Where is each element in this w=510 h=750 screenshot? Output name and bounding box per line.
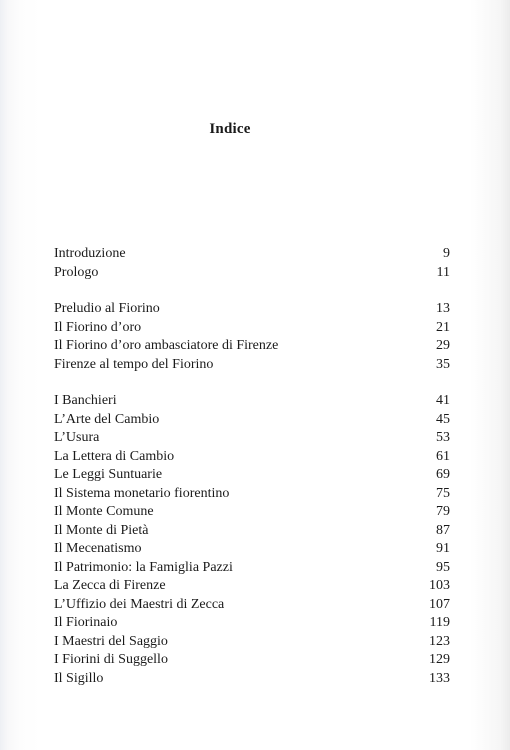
toc-section <box>54 392 450 688</box>
toc-entry <box>54 577 450 596</box>
toc-entry <box>54 485 450 504</box>
toc-entry-page-number: 45 <box>436 411 450 427</box>
toc-entry <box>54 337 450 356</box>
toc-entry-title: I Banchieri <box>54 393 117 408</box>
toc-entry <box>54 411 450 430</box>
toc-entry-page-number: 35 <box>436 356 450 372</box>
toc-entry <box>54 559 450 578</box>
toc-entry-page-number: 75 <box>436 485 450 501</box>
toc-section <box>54 300 450 374</box>
toc-entry <box>54 392 450 411</box>
toc-entry <box>54 356 450 375</box>
toc-entry-page-number: 53 <box>436 430 450 445</box>
toc-entry-title: Il Fiorino d’oro <box>54 319 142 335</box>
page-title: Indice <box>209 121 251 137</box>
toc-entry-page-number: 21 <box>436 319 450 335</box>
toc-entry-page-number: 133 <box>429 670 450 686</box>
toc-entry-page-number: 9 <box>443 246 450 261</box>
toc-entry <box>54 300 450 319</box>
toc-entry-title: Il Fiorino d’oro ambasciatore di Firenze <box>54 338 279 353</box>
toc-entry <box>54 633 450 652</box>
toc-entry-title: Il Monte Comune <box>54 504 154 519</box>
toc-entry-page-number: 95 <box>436 559 450 575</box>
toc-entry <box>54 670 450 689</box>
toc-entry-title: Le Leggi Suntuarie <box>54 467 163 482</box>
toc-entry-title: L’Arte del Cambio <box>54 411 160 427</box>
toc-entry-page-number: 123 <box>429 633 450 649</box>
toc-entry <box>54 503 450 522</box>
toc-entry-title: Il Patrimonio: la Famiglia Pazzi <box>54 559 233 575</box>
toc-entry-page-number: 107 <box>429 596 450 612</box>
toc-section <box>54 245 450 282</box>
toc-entry <box>54 264 450 283</box>
toc-entry <box>54 522 450 541</box>
toc-entry-title: La Zecca di Firenze <box>54 578 166 593</box>
toc-entry <box>54 596 450 615</box>
toc-entry <box>54 429 450 448</box>
toc-entry-title: Il Fiorinaio <box>54 615 118 630</box>
toc-entry-title: La Lettera di Cambio <box>54 448 175 464</box>
toc-entry-page-number: 87 <box>436 522 450 538</box>
toc-entry-title: L’Usura <box>54 430 100 445</box>
toc-entry-page-number: 129 <box>429 652 450 667</box>
toc-entry-page-number: 11 <box>436 264 450 280</box>
toc-entry-title: Il Monte di Pietà <box>54 522 149 538</box>
toc-entry-title: Prologo <box>54 264 99 280</box>
toc-entry-title: Preludio al Fiorino <box>54 301 160 316</box>
toc-entry-title: Introduzione <box>54 246 126 261</box>
toc-entry-page-number: 69 <box>436 467 450 482</box>
toc-entry-page-number: 91 <box>436 541 450 556</box>
toc-entry <box>54 540 450 559</box>
toc-entry <box>54 614 450 633</box>
toc-entry <box>54 466 450 485</box>
toc-entry-page-number: 79 <box>436 504 450 519</box>
toc-entry-title: Il Mecenatismo <box>54 541 142 556</box>
toc-entry-title: L’Uffizio dei Maestri di Zecca <box>54 596 225 612</box>
toc-entry-title: I Fiorini di Suggello <box>54 652 168 667</box>
toc-entry-title: I Maestri del Saggio <box>54 633 168 649</box>
toc-entry-page-number: 61 <box>436 448 450 464</box>
toc-entry-title: Firenze al tempo del Fiorino <box>54 356 214 372</box>
toc-entry <box>54 651 450 670</box>
table-of-contents <box>54 245 450 706</box>
toc-entry-page-number: 41 <box>436 393 450 408</box>
toc-entry <box>54 245 450 264</box>
toc-entry-title: Il Sistema monetario fiorentino <box>54 485 230 501</box>
toc-entry-page-number: 103 <box>429 578 450 593</box>
toc-entry <box>54 319 450 338</box>
toc-entry-page-number: 13 <box>436 301 450 316</box>
toc-entry <box>54 448 450 467</box>
toc-entry-title: Il Sigillo <box>54 670 104 686</box>
toc-entry-page-number: 119 <box>429 615 450 630</box>
toc-entry-page-number: 29 <box>436 338 450 353</box>
